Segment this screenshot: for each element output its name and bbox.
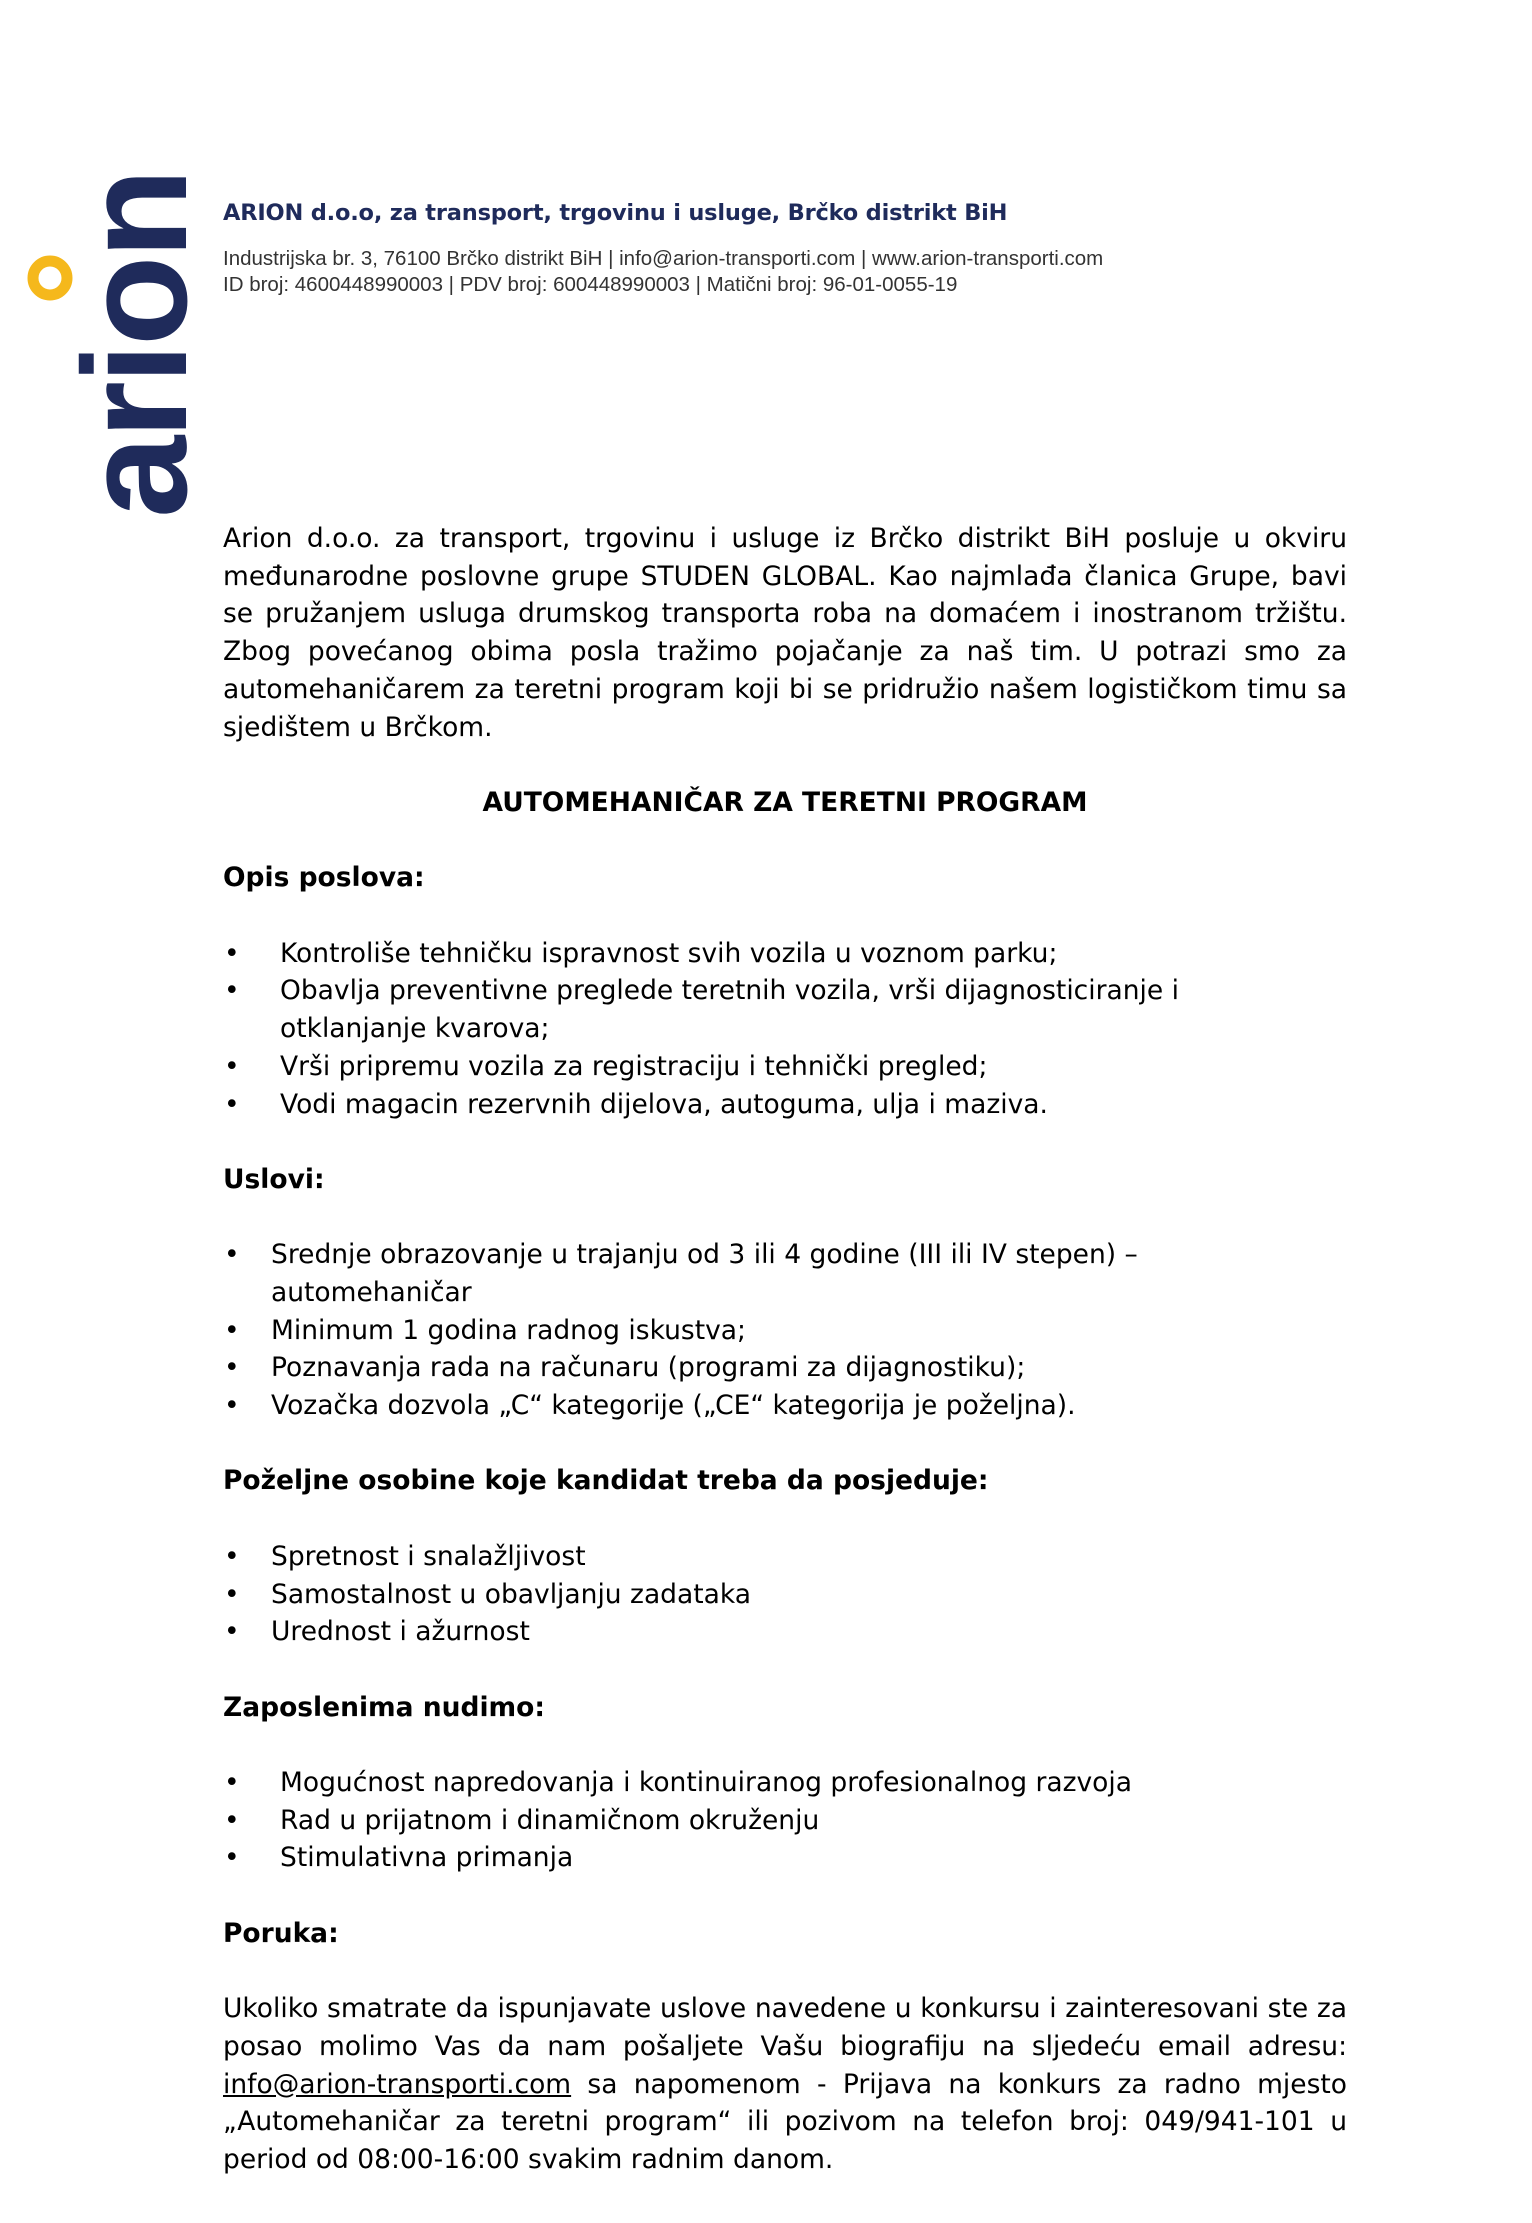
bullet-icon: • bbox=[224, 1352, 240, 1384]
company-address-line: Industrijska br. 3, 76100 Brčko distrikt BiH | info@arion-transporti.com | www.arion-transporti.com bbox=[223, 247, 1104, 270]
list-item-text: Stimulativna primanja bbox=[280, 1842, 574, 1874]
list-item-text: Urednost i ažurnost bbox=[271, 1616, 530, 1648]
list-item-text: Rad u prijatnom i dinamičnom okruženju bbox=[280, 1804, 820, 1836]
offer-list bbox=[223, 1764, 1347, 1877]
list-item bbox=[223, 1312, 1231, 1350]
bullet-icon: • bbox=[224, 1239, 240, 1271]
list-item-text: Poznavanja rada na računaru (programi za dijagnostiku); bbox=[271, 1352, 1026, 1384]
list-item bbox=[223, 935, 1240, 973]
intro-paragraph: Arion d.o.o. za transport, trgovinu i usluge iz Brčko distrikt BiH posluje u okviru međunarodne poslovne grupe STUDEN GLOBAL. Kao najmlađa članica Grupe, bavi se pružanjem usluga drumskog transporta roba na domaćem i inostranom tržištu. Zbog povećanog obima posla tražimo pojačanje za naš tim. U potrazi smo za automehaničarem za teretni program koji bi se pridružio našem logističkom timu sa sjedištem u Brčkom. bbox=[223, 523, 1347, 743]
traits-list bbox=[223, 1538, 1347, 1651]
list-item-text: Minimum 1 godina radnog iskustva; bbox=[271, 1314, 746, 1346]
list-item-text: Spretnost i snalažljivost bbox=[271, 1540, 586, 1572]
email-link[interactable]: info@arion-transporti.com bbox=[223, 2068, 572, 2100]
list-item bbox=[223, 1086, 1240, 1124]
list-item-text: Obavlja preventivne preglede teretnih vozila, vrši dijagnosticiranje i otklanjanje kvarova; bbox=[280, 975, 1179, 1045]
closing-text-start: Ukoliko smatrate da ispunjavate uslove navedene u konkursu i zainteresovani ste za posao molimo Vas da nam pošaljete Vašu biografiju na sljedeću email adresu: bbox=[223, 1993, 1347, 2062]
svg-text:arion: arion bbox=[53, 171, 218, 518]
list-item bbox=[223, 972, 1240, 1047]
bullet-icon: • bbox=[224, 1842, 240, 1874]
list-item-text: Vodi magacin rezervnih dijelova, autoguma, ulja i maziva. bbox=[280, 1088, 1048, 1120]
list-item bbox=[223, 1613, 1231, 1651]
bullet-icon: • bbox=[224, 1050, 240, 1082]
list-item bbox=[223, 1839, 1240, 1877]
list-item-text: Kontroliše tehničku ispravnost svih vozila u voznom parku; bbox=[280, 937, 1058, 969]
bullet-icon: • bbox=[224, 1616, 240, 1648]
bullet-icon: • bbox=[224, 1540, 240, 1572]
bullet-icon: • bbox=[224, 1390, 240, 1422]
list-item bbox=[223, 1764, 1240, 1802]
closing-paragraph bbox=[223, 1990, 1347, 2179]
bullet-icon: • bbox=[224, 1314, 240, 1346]
list-item bbox=[223, 1576, 1231, 1614]
list-item-text: Srednje obrazovanje u trajanju od 3 ili 4 godine (III ili IV stepen) – automehaničar bbox=[271, 1239, 1138, 1308]
list-item bbox=[223, 1538, 1231, 1576]
list-item-text: Vozačka dozvola „C“ kategorije („CE“ kategorija je poželjna). bbox=[271, 1390, 1076, 1422]
conditions-heading: Uslovi: bbox=[223, 1163, 325, 1195]
logo-dot-icon bbox=[33, 261, 67, 295]
company-title: ARION d.o.o, za transport, trgovinu i usluge, Brčko distrikt BiH bbox=[223, 200, 1008, 226]
list-item bbox=[223, 1387, 1231, 1425]
bullet-icon: • bbox=[224, 1804, 240, 1836]
list-item bbox=[223, 1048, 1240, 1086]
arion-logo bbox=[0, 0, 218, 520]
list-item-text: Vrši pripremu vozila za registraciju i tehnički pregled; bbox=[280, 1050, 988, 1082]
offer-heading: Zaposlenima nudimo: bbox=[223, 1691, 545, 1723]
traits-heading: Poželjne osobine koje kandidat treba da posjeduje: bbox=[223, 1465, 989, 1497]
bullet-icon: • bbox=[224, 975, 240, 1007]
company-id-line: ID broj: 4600448990003 | PDV broj: 600448990003 | Matični broj: 96-01-0055-19 bbox=[223, 273, 958, 296]
list-item bbox=[223, 1349, 1231, 1387]
message-heading: Poruka: bbox=[223, 1917, 339, 1949]
bullet-icon: • bbox=[224, 1578, 240, 1610]
closing-text-end: sa napomenom - Prijava na konkurs za radno mjesto „Automehaničar za teretni program“ ili pozivom na telefon broj: 049/941-101 u period od 08:00-16:00 svakim radnim danom. bbox=[223, 2068, 1347, 2176]
list-item bbox=[223, 1236, 1231, 1311]
duties-list bbox=[223, 935, 1347, 1124]
list-item bbox=[223, 1802, 1240, 1840]
job-title: AUTOMEHANIČAR ZA TERETNI PROGRAM bbox=[482, 786, 1088, 818]
list-item-text: Mogućnost napredovanja i kontinuiranog profesionalnog razvoja bbox=[280, 1767, 1132, 1799]
bullet-icon: • bbox=[224, 937, 240, 969]
conditions-list bbox=[223, 1236, 1347, 1425]
bullet-icon: • bbox=[224, 1767, 240, 1799]
letter-body bbox=[223, 520, 1347, 2179]
duties-heading: Opis poslova: bbox=[223, 862, 425, 894]
bullet-icon: • bbox=[224, 1088, 240, 1120]
list-item-text: Samostalnost u obavljanju zadataka bbox=[271, 1578, 751, 1610]
